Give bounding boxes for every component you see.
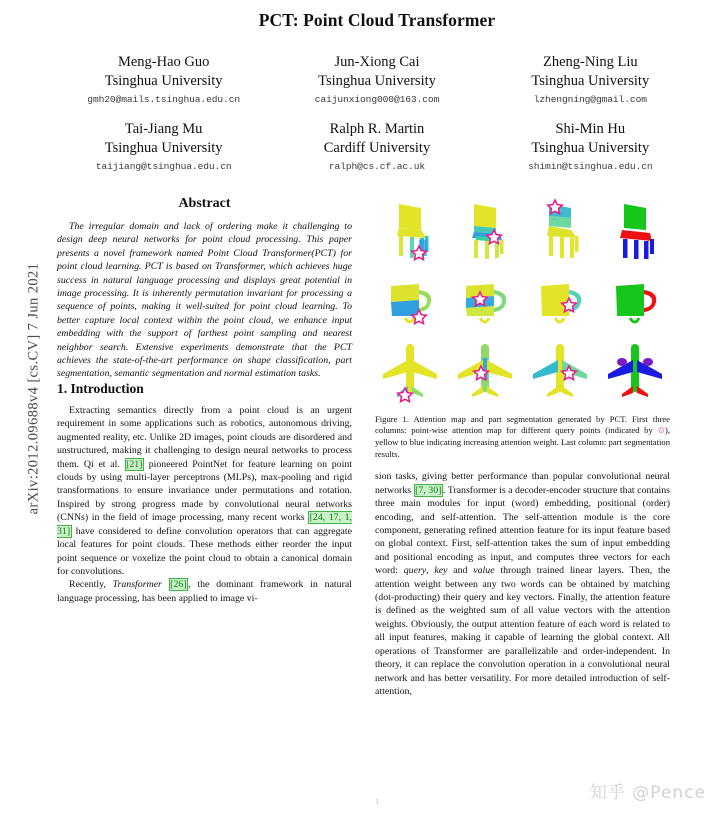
- author-row: [57, 53, 697, 106]
- abstract-heading: Abstract: [178, 196, 231, 211]
- author-name: Jun-Xiong Cai: [334, 54, 420, 70]
- author-affiliation: Tsinghua University: [531, 72, 650, 89]
- author-email[interactable]: shimin@tsinghua.edu.cn: [528, 160, 653, 172]
- author-row: [57, 120, 697, 173]
- author-email[interactable]: taijiang@tsinghua.edu.cn: [95, 160, 232, 172]
- citation-link[interactable]: [21]: [126, 458, 143, 470]
- emphasis-transformer: Transformer: [112, 579, 162, 591]
- figure-row-airplane: [375, 336, 670, 406]
- figure-label: Figure 1.: [375, 414, 409, 424]
- attention-mug-3: [525, 266, 595, 336]
- text-run: through trained linear layers. Then, the attention weight between any two words can be obtained by matching (dot-producting) their query and key vectors. Finally, the attention feature is defined as the weighted sum of all value vectors with the attention weights. Obviously, the output attention feature of each word is related to all input features, making it capable of learning the global context. All operations of Transformer are parallelizable and order-independent. In theory, it can replace the convolution operation in a convolutional neural network and has better versatility. For more detailed introduction of self-attention,: [375, 565, 671, 697]
- text-run: have considered to define convolution operators that can aggregate local features for point clouds. These methods either reorder the input point sequence or voxelize the point cloud to obtain a canonical domain for convolutions.: [57, 525, 352, 577]
- author-affiliation: Tsinghua University: [318, 72, 436, 89]
- emphasis-query: query: [403, 565, 427, 577]
- attention-chair-3: [525, 196, 595, 266]
- figure-caption: [375, 414, 670, 460]
- intro-paragraph-1: [57, 404, 352, 578]
- author-affiliation: Tsinghua University: [104, 72, 223, 89]
- text-run: Attention map and part segmentation generated by PCT. First three columns: point-wise attention map for different query points (indicated by: [375, 414, 670, 436]
- watermark: 知乎 @Pence: [589, 783, 706, 803]
- author-affiliation: Cardiff University: [323, 140, 431, 156]
- left-column: [57, 196, 352, 698]
- author-affiliation: Tsinghua University: [104, 140, 223, 156]
- figure-row-mug: [375, 266, 670, 336]
- attention-mug-2: [450, 266, 520, 336]
- author-block: [57, 120, 270, 173]
- author-block: [57, 53, 270, 106]
- emphasis-key: key: [434, 565, 448, 577]
- attention-mug-1: [375, 266, 445, 336]
- figure-row-chair: [375, 196, 670, 266]
- author-email[interactable]: ralph@cs.cf.ac.uk: [328, 160, 426, 172]
- introduction-heading: 1. Introduction: [57, 380, 144, 396]
- author-name: Ralph R. Martin: [329, 121, 425, 138]
- right-column-paragraph: [375, 470, 670, 698]
- author-block: [484, 120, 697, 173]
- segmentation-chair: [600, 196, 670, 266]
- text-run: [162, 579, 169, 590]
- segmentation-mug: [600, 266, 670, 336]
- attention-chair-2: [450, 196, 520, 266]
- figure-1: [375, 196, 670, 460]
- author-name: Shi-Min Hu: [555, 121, 626, 138]
- author-email[interactable]: lzhengning@gmail.com: [533, 93, 647, 105]
- text-run: Recently,: [69, 579, 113, 591]
- author-name: Tai-Jiang Mu: [124, 121, 203, 138]
- attention-airplane-2: [450, 336, 520, 406]
- text-run: . Transformer is a decoder-encoder structure that contains three main modules for input (word) embedding, positional (order) encoding, and self-attention. The self-attention module is the core component, generating refined attention feature for its input feature based on global context. First, self-attention takes the sum of input embedding and positional encoding as input, and computes three vectors for each word:: [375, 484, 670, 577]
- attention-chair-1: [375, 196, 445, 266]
- author-affiliation: Tsinghua University: [531, 140, 650, 156]
- intro-paragraph-2: [57, 578, 352, 605]
- author-email[interactable]: caijunxiong000@163.com: [314, 93, 440, 105]
- emphasis-value: value: [473, 565, 495, 577]
- column-container: [57, 196, 697, 698]
- text-run: pioneered PointNet for feature learning on point clouds by using multi-layer perceptrons (MLPs), max-pooling and rigid transformations to ensure invariance under permutations and rotation. Inspired by strong progress made by convolutional neural networks (CNNs) in the field of image processing, many recent works: [57, 458, 352, 524]
- text-run: Extracting semantics directly from a point cloud is an urgent requirement in some applications such as robotics, autonomous driving, augmented reality, etc. Unlike 2D images, point clouds are disordered and unstructured, making it challenging to design neural networks to process them. Qi et al.: [57, 404, 352, 470]
- text-run: sion tasks, giving better performance than popular convolutional neural networks: [375, 471, 670, 496]
- text-run: and: [447, 565, 474, 577]
- text-run: ,: [426, 565, 435, 577]
- abstract-body: The irregular domain and lack of ordering make it challenging to design deep neural networks for point cloud processing. This paper presents a novel framework named Point Cloud Transformer(PCT) for point cloud learning. PCT is based on Transformer, which achieves huge success in natural language processing and displays great potential in image processing. It is inherently permutation invariant for processing a sequence of points, making it well-suited for point cloud learning. To better capture local context within the point cloud, we enhance input embedding with the support of farthest point sampling and nearest neighbor search. Extensive experiments demonstrate that the PCT achieves the state-of-the-art performance on shape classification, part segmentation, semantic segmentation and normal estimation tasks.: [57, 221, 352, 380]
- author-block: [270, 120, 483, 173]
- paper-page: [57, 0, 697, 815]
- citation-link[interactable]: [7, 30]: [415, 484, 442, 496]
- text-run: , the dominant framework in natural language processing, has been applied to image vi-: [57, 579, 352, 604]
- right-column: [375, 196, 670, 698]
- citation-link[interactable]: [26]: [170, 579, 187, 591]
- text-run: ), yellow to blue indicating increasing attention weight. Last column: part segmentation results.: [375, 425, 670, 459]
- page-number: 1: [374, 796, 380, 806]
- author-name: Zheng-Ning Liu: [543, 54, 638, 70]
- page-title: PCT: Point Cloud Transformer: [258, 10, 496, 30]
- star-icon: ✩: [657, 425, 665, 436]
- arxiv-stamp: arXiv:2012.09688v4 [cs.CV] 7 Jun 2021: [25, 262, 42, 515]
- author-name: Meng-Hao Guo: [117, 54, 210, 70]
- attention-airplane-1: [375, 336, 445, 406]
- author-block: [484, 53, 697, 106]
- attention-airplane-3: [525, 336, 595, 406]
- figure-image-grid: [375, 196, 670, 408]
- segmentation-airplane: [600, 336, 670, 406]
- author-block: [270, 53, 483, 106]
- citation-link[interactable]: [24, 17, 1, 31]: [57, 512, 352, 537]
- author-email[interactable]: gmh20@mails.tsinghua.edu.cn: [87, 93, 241, 105]
